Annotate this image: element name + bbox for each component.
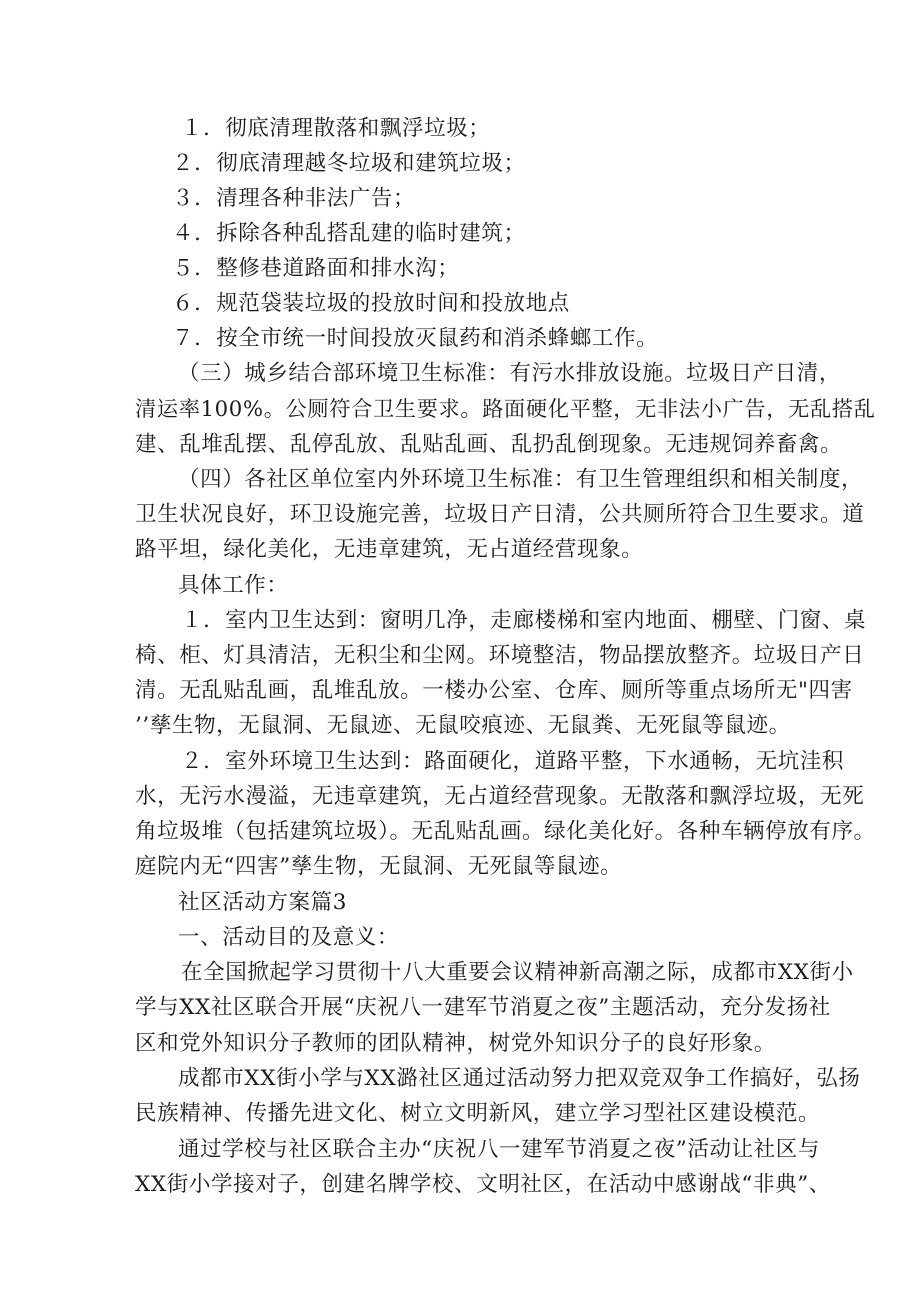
list-item: ７．按全市统一时间投放灭鼠药和消杀蜂螂工作。 xyxy=(172,326,659,351)
paragraph-line: 民族精神、传播先进文化、树立文明新风，建立学习型社区建设模范。 xyxy=(135,1101,821,1126)
paragraph-line: １．室内卫生达到：窗明几净，走廊楼梯和室内地面、棚壁、门窗、桌 xyxy=(181,608,867,633)
paragraph-line: 建、乱堆乱摆、乱停乱放、乱贴乱画、乱扔乱倒现象。无违规饲养畜禽。 xyxy=(135,432,843,457)
paragraph-line: 学与XX社区联合开展“庆祝八一建军节消夏之夜”主题活动，充分发扬社 xyxy=(135,995,831,1020)
paragraph-line: 庭院内无“四害”孳生物，无鼠洞、无死鼠等鼠迹。 xyxy=(135,854,623,879)
list-item: ４．拆除各种乱搭乱建的临时建筑； xyxy=(172,221,526,246)
paragraph-line: 椅、柜、灯具清洁，无积尘和尘网。环境整洁，物品摆放整齐。垃圾日产日 xyxy=(135,643,865,668)
paragraph-line: 水，无污水漫溢，无违章建筑，无占道经营现象。无散落和飘浮垃圾，无死 xyxy=(135,784,865,809)
paragraph-line: 在全国掀起学习贯彻十八大重要会议精神新高潮之际，成都市XX街小 xyxy=(181,960,854,985)
paragraph-line: （四）各社区单位室内外环境卫生标准：有卫生管理组织和相关制度， xyxy=(178,467,864,492)
list-item: ６．规范袋装垃圾的投放时间和投放地点 xyxy=(172,291,570,316)
paragraph-line: （三）城乡结合部环境卫生标准：有污水排放设施。垃圾日产日清， xyxy=(178,361,842,386)
list-item: １．彻底清理散落和飘浮垃圾； xyxy=(181,116,491,141)
section-title: 社区活动方案篇3 xyxy=(178,890,347,915)
paragraph-line: 卫生状况良好，环卫设施完善，垃圾日产日清，公共厕所符合卫生要求。道 xyxy=(135,502,865,527)
subheading: 具体工作： xyxy=(178,573,289,598)
paragraph-line: 角垃圾堆（包括建筑垃圾）。无乱贴乱画。绿化美化好。各种车辆停放有序。 xyxy=(135,819,876,844)
paragraph-line: ２．室外环境卫生达到：路面硬化，道路平整，下水通畅，无坑洼积 xyxy=(181,749,845,774)
paragraph-line: ’’孳生物，无鼠洞、无鼠迹、无鼠咬痕迹、无鼠粪、无死鼠等鼠迹。 xyxy=(135,713,791,738)
list-item: ２．彻底清理越冬垃圾和建筑垃圾； xyxy=(172,151,526,176)
list-item: ３．清理各种非法广告； xyxy=(172,186,416,211)
paragraph-line: 成都市XX街小学与XX潞社区通过活动努力把双竞双争工作搞好，弘扬 xyxy=(178,1066,861,1091)
paragraph-line: 区和党外知识分子教师的团队精神，树党外知识分子的良好形象。 xyxy=(135,1031,776,1056)
paragraph-line: 清。无乱贴乱画，乱堆乱放。一楼办公室、仓库、厕所等重点场所无"四害 xyxy=(135,678,853,703)
section-heading: 一、活动目的及意义： xyxy=(178,925,400,950)
list-item: ５．整修巷道路面和排水沟； xyxy=(172,256,460,281)
paragraph-line: 路平坦，绿化美化，无违章建筑，无占道经营现象。 xyxy=(135,537,644,562)
paragraph-line: 通过学校与社区联合主办“庆祝八一建军节消夏之夜”活动让社区与 xyxy=(178,1137,820,1162)
paragraph-line: 清运率100%。公厕符合卫生要求。路面硬化平整，无非法小广告，无乱搭乱 xyxy=(135,397,876,422)
paragraph-line: XX街小学接对子，创建名牌学校、文明社区，在活动中感谢战“非典”、 xyxy=(135,1172,831,1197)
